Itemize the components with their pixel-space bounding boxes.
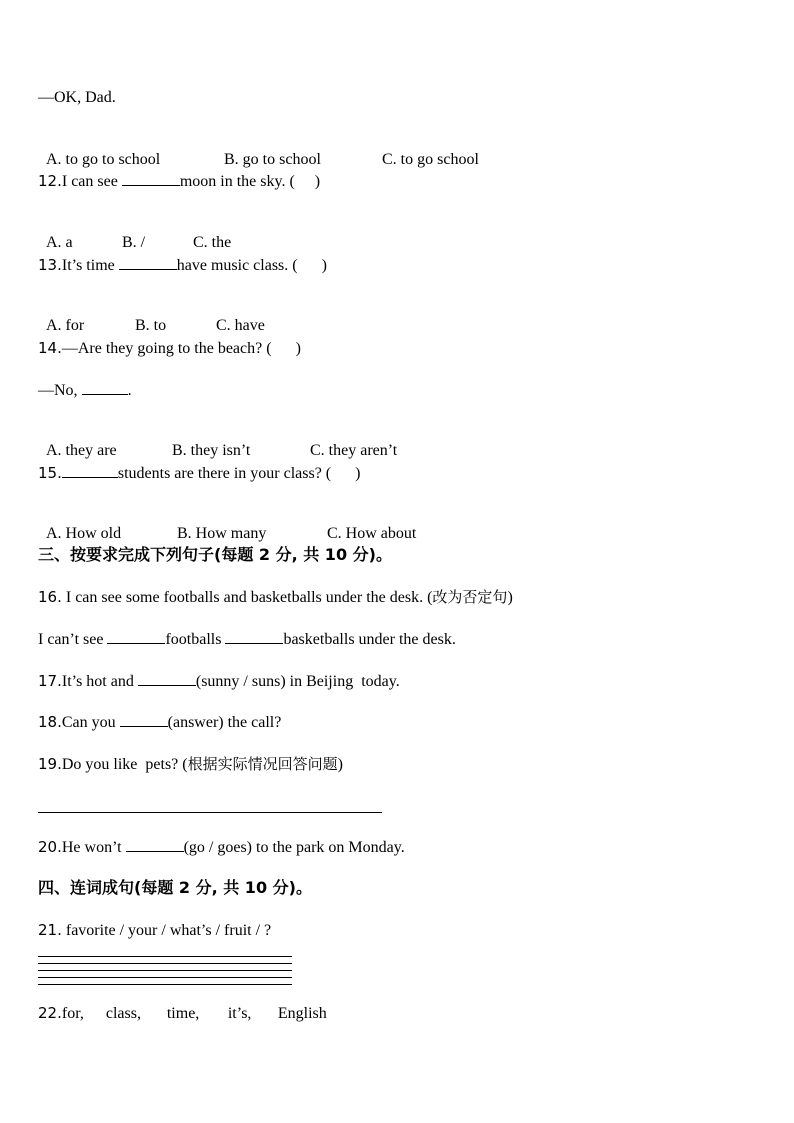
q13-option-c[interactable]: C. have xyxy=(216,317,265,334)
q12-question xyxy=(38,171,320,192)
q22-word-5: English xyxy=(277,1005,327,1022)
section-3-heading: 三、按要求完成下列句子(每题 2 分, 共 10 分)。 xyxy=(38,545,392,564)
q14-question xyxy=(38,338,301,359)
q12-options xyxy=(38,213,231,253)
q22-word-3: time, xyxy=(166,1005,200,1022)
q16-instruction: 改为否定句 xyxy=(432,588,508,606)
q20-number: 20. xyxy=(38,838,62,856)
section-4-heading: 四、连词成句(每题 2 分, 共 10 分)。 xyxy=(38,878,312,897)
q14-text: —Are they going to the beach? ( ) xyxy=(61,340,301,357)
q12-option-c[interactable]: C. the xyxy=(193,234,232,251)
q18-question xyxy=(38,712,281,733)
q20-text-post: (go / goes) to the park on Monday. xyxy=(183,839,405,856)
q21-writing-line-2[interactable] xyxy=(38,963,292,964)
q14-blank[interactable] xyxy=(82,380,128,395)
q11-option-c[interactable]: C. to go school xyxy=(382,151,479,168)
q21-writing-line-1[interactable] xyxy=(38,956,292,957)
q11-option-a[interactable]: A. to go to school xyxy=(46,151,161,168)
q21-question xyxy=(38,920,271,941)
q13-option-b[interactable]: B. to xyxy=(135,317,167,334)
q22-word-4: it’s, xyxy=(227,1005,252,1022)
q17-blank[interactable] xyxy=(138,671,196,686)
q15-question xyxy=(38,463,360,484)
q17-text-pre: It’s hot and xyxy=(61,673,138,690)
q14-reply-post: . xyxy=(127,382,132,399)
q19-instruction: 根据实际情况回答问题 xyxy=(187,755,338,773)
q13-text-pre: It’s time xyxy=(61,257,119,274)
q15-option-c[interactable]: C. How about xyxy=(327,525,417,542)
q19-close: ) xyxy=(337,756,343,773)
q11-options xyxy=(38,130,479,170)
q16-text: I can see some footballs and basketballs under the desk. ( xyxy=(61,589,433,606)
q16-blank-2[interactable] xyxy=(225,629,283,644)
q14-reply-pre: —No, xyxy=(38,382,82,399)
q13-options xyxy=(38,296,265,336)
q14-option-b[interactable]: B. they isn’t xyxy=(172,442,251,459)
q16-answer-post: basketballs under the desk. xyxy=(283,631,456,648)
q16-number: 16. xyxy=(38,588,62,606)
q21-writing-line-5[interactable] xyxy=(38,984,292,985)
q15-number: 15. xyxy=(38,464,62,482)
q18-text-pre: Can you xyxy=(61,714,120,731)
q22-question xyxy=(38,1003,327,1024)
q16-answer-mid: footballs xyxy=(165,631,226,648)
q14-number: 14. xyxy=(38,339,62,357)
q21-number: 21. xyxy=(38,921,62,939)
q15-options xyxy=(38,504,416,544)
q12-text-post: moon in the sky. ( ) xyxy=(179,173,321,190)
q16-blank-1[interactable] xyxy=(107,629,165,644)
q15-option-b[interactable]: B. How many xyxy=(177,525,267,542)
q11-reply: —OK, Dad. xyxy=(38,89,116,106)
q14-reply xyxy=(38,380,132,401)
q22-word-1: for, xyxy=(61,1005,84,1022)
q20-question xyxy=(38,837,405,858)
q21-text: favorite / your / what’s / fruit / ? xyxy=(61,922,272,939)
q12-option-a[interactable]: A. a xyxy=(46,234,73,251)
q21-writing-line-3[interactable] xyxy=(38,970,292,971)
q15-option-a[interactable]: A. How old xyxy=(46,525,122,542)
q13-option-a[interactable]: A. for xyxy=(46,317,85,334)
q13-number: 13. xyxy=(38,256,62,274)
q21-writing-line-4[interactable] xyxy=(38,977,292,978)
q14-options xyxy=(38,421,397,461)
q17-text-post: (sunny / suns) in Beijing today. xyxy=(195,673,400,690)
q12-number: 12. xyxy=(38,172,62,190)
q19-number: 19. xyxy=(38,755,62,773)
q22-number: 22. xyxy=(38,1004,62,1022)
q19-question xyxy=(38,754,343,775)
q17-number: 17. xyxy=(38,672,62,690)
q16-question xyxy=(38,587,513,608)
q16-answer-line xyxy=(38,629,456,650)
q13-question xyxy=(38,255,327,276)
q15-text-post: students are there in your class? ( ) xyxy=(117,465,361,482)
q14-option-a[interactable]: A. they are xyxy=(46,442,117,459)
q20-text-pre: He won’t xyxy=(61,839,126,856)
q15-blank[interactable] xyxy=(62,463,118,478)
q18-text-post: (answer) the call? xyxy=(167,714,282,731)
q12-blank[interactable] xyxy=(122,171,180,186)
q16-answer-pre: I can’t see xyxy=(38,631,108,648)
q18-blank[interactable] xyxy=(120,712,168,727)
q17-question xyxy=(38,671,400,692)
q11-option-b[interactable]: B. go to school xyxy=(224,151,321,168)
q20-blank[interactable] xyxy=(126,837,184,852)
q16-close: ) xyxy=(507,589,513,606)
q18-number: 18. xyxy=(38,713,62,731)
q14-option-c[interactable]: C. they aren’t xyxy=(310,442,398,459)
q22-word-2: class, xyxy=(105,1005,141,1022)
q12-option-b[interactable]: B. / xyxy=(122,234,146,251)
q19-answer-line[interactable] xyxy=(38,812,382,813)
q13-text-post: have music class. ( ) xyxy=(176,257,327,274)
q12-text-pre: I can see xyxy=(61,173,122,190)
q13-blank[interactable] xyxy=(119,255,177,270)
q19-text: Do you like pets? ( xyxy=(61,756,188,773)
